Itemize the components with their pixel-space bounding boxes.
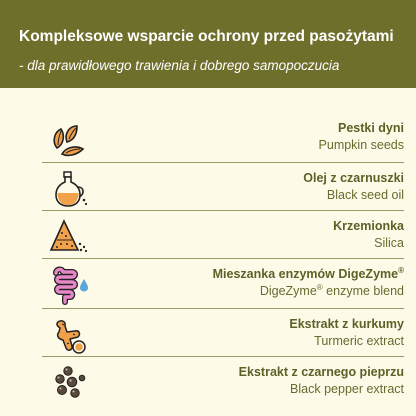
ingredient-subtitle: Black pepper extract bbox=[290, 382, 404, 396]
ingredient-row-pumpkin-seeds bbox=[42, 112, 404, 166]
ingredient-subtitle: Pumpkin seeds bbox=[318, 138, 404, 152]
turmeric-root-icon bbox=[48, 314, 90, 356]
ingredient-subtitle: Silica bbox=[374, 236, 404, 250]
page-subtitle: - dla prawidłowego trawienia i dobrego samopoczucia bbox=[19, 58, 340, 73]
pepper-grains-icon bbox=[48, 362, 90, 404]
ingredient-row-black-pepper bbox=[42, 356, 404, 410]
page-title: Kompleksowe wsparcie ochrony przed pasożytami bbox=[19, 28, 394, 45]
ingredient-subtitle: DigeZyme® enzyme blend bbox=[259, 282, 404, 298]
header-banner bbox=[0, 0, 416, 88]
ingredient-row-silica bbox=[42, 210, 404, 264]
ingredient-row-digezyme bbox=[42, 258, 404, 312]
ingredient-name: Olej z czarnuszki bbox=[303, 171, 404, 185]
ingredient-subtitle: Black seed oil bbox=[326, 188, 404, 202]
ingredient-name: Krzemionka bbox=[333, 219, 404, 233]
oil-bottle-icon bbox=[48, 168, 90, 210]
ingredient-name: Ekstrakt z kurkumy bbox=[289, 317, 404, 331]
intestine-icon bbox=[48, 264, 90, 306]
ingredient-row-black-seed-oil bbox=[42, 162, 404, 216]
ingredient-row-turmeric bbox=[42, 308, 404, 362]
ingredient-name: Pestki dyni bbox=[338, 121, 404, 135]
ingredient-name: Ekstrakt z czarnego pieprzu bbox=[238, 365, 404, 379]
ingredient-subtitle: Turmeric extract bbox=[314, 334, 404, 348]
pumpkin-seeds-icon bbox=[48, 118, 90, 160]
silica-pyramid-icon bbox=[48, 216, 90, 258]
ingredient-name: Mieszanka enzymów DigeZyme® bbox=[212, 265, 404, 281]
